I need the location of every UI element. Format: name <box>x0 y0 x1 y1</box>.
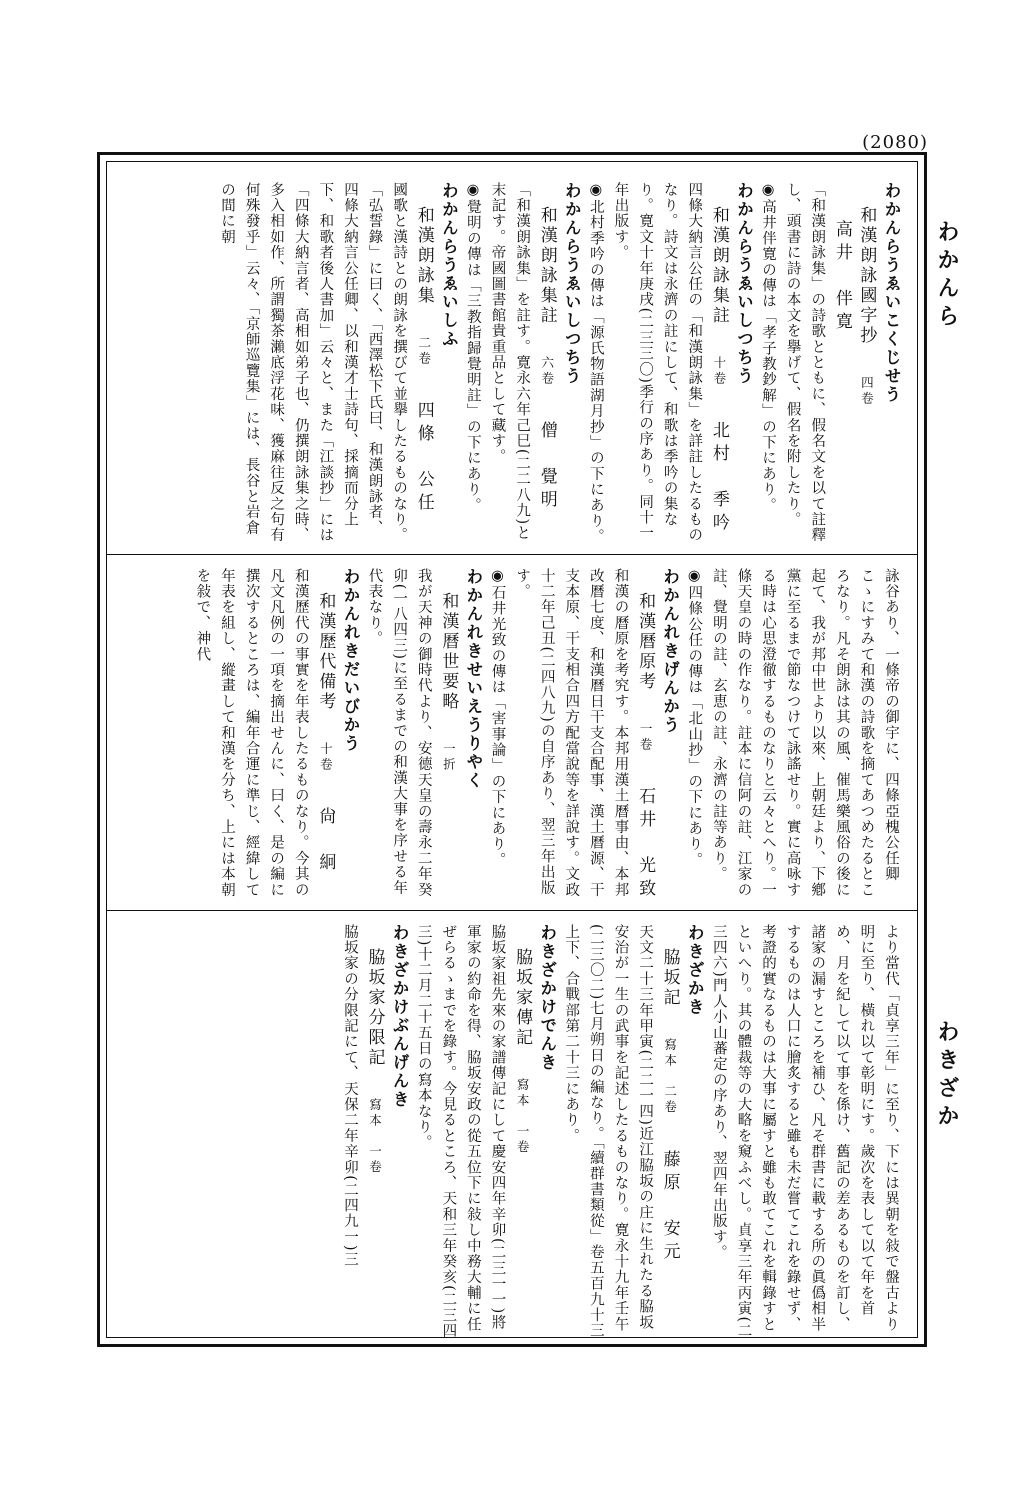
entry-wakizaka-ke-bungenki <box>337 924 411 1342</box>
entry-paragraph: 「和漢朗詠集」を註す。寛永六年己巳(二二八九)と末記す。帝國圖書館貴重品として藏す。 <box>489 182 531 542</box>
entry-paragraph: 天文二十三年甲寅(二二一四)近江脇坂の庄に生れたる脇坂安治が一生の武事を記述したるものなり。寛永十九年壬午(二三〇二)七月朔日の編なり。「續群書類從」卷五百九十三上下、合戰部第二十三にあり。 <box>563 924 654 1339</box>
entry-note: ◉覺明の傳は「三教指歸覺明註」の下にあり。 <box>464 182 481 514</box>
entry-title: 和漢朗詠集 <box>413 206 434 306</box>
entry-volumes: 一折 <box>441 742 457 773</box>
entry-title: 和漢朗詠集註 <box>536 206 557 326</box>
entry-title-line <box>411 182 436 547</box>
entry-title-line <box>313 568 338 903</box>
running-head-wakanra: わかんら <box>934 220 960 332</box>
entry-title-line <box>829 182 878 547</box>
entry-author: 石井 光致 <box>635 787 656 902</box>
entry-volumes: 四卷 <box>859 376 875 407</box>
entry-volumes: 一卷 <box>638 722 654 753</box>
entry-volumes: 十卷 <box>711 356 727 387</box>
entry-author: 尙 絅 <box>315 807 336 876</box>
tier-divider-2 <box>107 910 917 911</box>
running-head-wakizaka: わきざか <box>934 1020 960 1132</box>
entry-note: ◉四條公任の傳は「北山抄」の下にあり。 <box>686 568 703 868</box>
entry-title: 脇坂家分限記 <box>364 948 385 1068</box>
entry-author: 僧 覺明 <box>536 421 557 513</box>
entry-title-line <box>436 568 461 903</box>
entry-title: 和漢歷代備考 <box>315 592 336 712</box>
tier-divider-1 <box>107 554 917 555</box>
entry-title: 和漢曆世要略 <box>438 592 459 712</box>
entry-volumes: 六卷 <box>539 356 555 387</box>
entry-paragraph: 脇坂家祖先來の家譜傳記にして慶安四年辛卯(二三一一)將軍家の約命を得、脇坂安政の從五位下に敍し中務大輔に任ぜらるゝまでを錄す。今見るところ、天和三年癸亥(二三四三)十二月二十五日の寫本なり。 <box>415 924 506 1340</box>
entry-title-line <box>362 924 387 1342</box>
entry-paragraph: 國歌と漢詩との朗詠を撰びて並擧したるものなり。「弘誓錄」に曰く、「西澤松下氏曰、和漢朗詠者、四條大納言公任卿、以和漢才士詩句、採摘而分上下、和歌者後人書加」云々と、また「江談抄」には「四條大納言者、高相如弟子也、仍撰朗詠集之時、多入相如作、所謂獨茶瀨底浮花味、獲麻往反之句有何殊發乎」云々、「京師巡覽集」には、長谷と岩倉の間に朝 <box>218 182 408 544</box>
entry-wakan-roei-kokujisho <box>755 182 903 547</box>
page-frame <box>97 152 927 1347</box>
entry-wakan-rekisei-yoryaku <box>362 568 485 903</box>
entry-title: 和漢朗詠國字抄 <box>856 206 877 346</box>
entry-title: 脇坂記 <box>659 948 680 1008</box>
entry-wakan-rekidai-biko <box>190 568 362 903</box>
entry-volumes: 寫本 一卷 <box>367 1098 383 1176</box>
entry-paragraph: 我が天神の御時代より、安德天皇の壽永二年癸卯(一八四三)に至るまでの和漢大事を序せる年代表なり。 <box>366 568 432 898</box>
entry-title: 脇坂家傳記 <box>512 948 533 1048</box>
entry-title-line <box>534 182 559 547</box>
entry-paragraph: 四條大納言公任の「和漢朗詠集」を詳註したるものなり。詩文は永濟の註にして、和歌は季吟の集なり。寛文十年庚戌(二三三〇)季行の序あり。同十一年出版す。 <box>612 182 703 544</box>
entry-wakizaka-ki <box>559 924 707 1342</box>
tier-3 <box>121 924 903 1342</box>
entry-author: 高井 伴寛 <box>831 220 852 335</box>
entry-volumes: 二卷 <box>416 336 432 367</box>
entry-volumes: 十卷 <box>318 742 334 773</box>
entry-reading: わかんらうゑいしふ <box>439 182 459 349</box>
entry-reading: わかんらうゑいしつちう <box>734 182 754 386</box>
entry-reading: わかんれきげんかう <box>660 568 680 735</box>
entry-paragraph: 詠谷あり、一條帝の御宇に、四條亞槐公任卿こゝにすみて和漢の詩歌を摘てあつめたるところなり。凡そ朗詠は其の風、催馬樂風俗の後に起て、我が邦中世より以來、上朝廷より、下鄕黨に至るまで節なつけて詠謠せり。實に高咏する時は心思澄徹するものなりと云々とへり。一條天皇の時の作なり。註本に信阿の註、江家の註、覺明の註、玄恵の註、永濟の註等あり。 <box>710 568 899 898</box>
entry-note: ◉石井光致の傳は「害事論」の下にあり。 <box>489 568 506 868</box>
entry-author: 藤原 安元 <box>659 1149 680 1265</box>
entry-author: 四條 公任 <box>413 401 434 516</box>
entry-continuation <box>682 568 903 903</box>
entry-title: 和漢曆原考 <box>635 592 656 692</box>
entry-note: ◉高井伴寛の傳は「孝子教鈔解」の下にあり。 <box>760 182 777 514</box>
entry-title-line <box>657 924 682 1342</box>
entry-volumes: 寫本 一卷 <box>515 1078 531 1156</box>
entry-reading: わきざかけぶんげんき <box>390 924 410 1109</box>
entry-reading: わきざかけでんき <box>537 924 557 1072</box>
page-frame-inner <box>106 161 918 1338</box>
entry-note: ◉北村季吟の傳は「源氏物語湖月抄」の下にあり。 <box>587 182 604 545</box>
entry-title: 和漢朗詠集註 <box>708 206 729 326</box>
entry-reading: わかんれきだいびかう <box>340 568 360 753</box>
entry-reading: わかんらうゑいこくじせう <box>882 182 901 404</box>
entry-volumes: 寫本 二卷 <box>662 1038 678 1116</box>
entry-wakan-rekigenko <box>485 568 682 903</box>
entry-paragraph: 「和漢朗詠集」の詩歌とともに、假名文を以て註釋し、頭書に詩の本文を擧げて、假名を附したり。 <box>784 182 826 544</box>
entry-reading: わかんらうゑいしつちう <box>562 182 582 386</box>
entry-title-line <box>706 182 731 547</box>
tier-1 <box>121 182 903 547</box>
entry-wakan-roeishu-chu-kakumei <box>460 182 583 547</box>
entry-author: 北村 季吟 <box>708 421 729 536</box>
entry-wakan-roeishu <box>214 182 460 547</box>
entry-paragraph: より當代「貞享三年」に至り、下には異朝を敍で盤古より明に至り、橫れ以て彰明にす。歲次を表して以て年を首め、月を紀して以て事を係け、舊記の差あるものを訂し、諸家の漏すところを補ひ、凡そ群書に載する所の眞僞相半するものは人口に膾炙すると雖も未だ嘗てこれを錄せず、考證的實なるものは大事に屬すと雖も敢てこれを輯錄すとといへり。其の體裁等の大略を窺ふべし。貞享三年丙寅(二三四六)門人小山蕃定の序あり、翌四年出版す。 <box>710 924 899 1340</box>
page-number: (2080) <box>862 132 928 153</box>
entry-paragraph: 脇坂家の分限記にて、天保二年辛卯(二四九一)三 <box>341 924 358 1268</box>
entry-continuation <box>706 924 903 1342</box>
entry-title-line <box>510 924 535 1342</box>
entry-wakizaka-ke-denki <box>411 924 559 1342</box>
entry-title-line <box>632 568 657 903</box>
entry-reading: わかんれきせいえうりやく <box>463 568 483 790</box>
entry-paragraph: 和漢の曆原を考究す。本邦用漢土曆事由、本邦改曆七度、和漢曆日干支合配事、漢土曆源、干支本原、干支相合四方配當說等を詳說す。文政十二年己丑(二四八九)の自序あり、翌三年出版す。 <box>514 568 629 898</box>
entry-paragraph: 和漢歷代の事實を年表したるものなり。今其の凡文凡例の一項を摘出せんに、曰く、是の編に撰次するところは、編年合運に準じ、經緯して年表を組し、縱畫して和漢を分ち、上には本朝を敍で、神代 <box>194 568 309 898</box>
tier-2 <box>121 568 903 903</box>
entry-wakan-roeishu-chu-kigin <box>583 182 755 547</box>
entry-reading: わきざかき <box>685 924 705 1017</box>
